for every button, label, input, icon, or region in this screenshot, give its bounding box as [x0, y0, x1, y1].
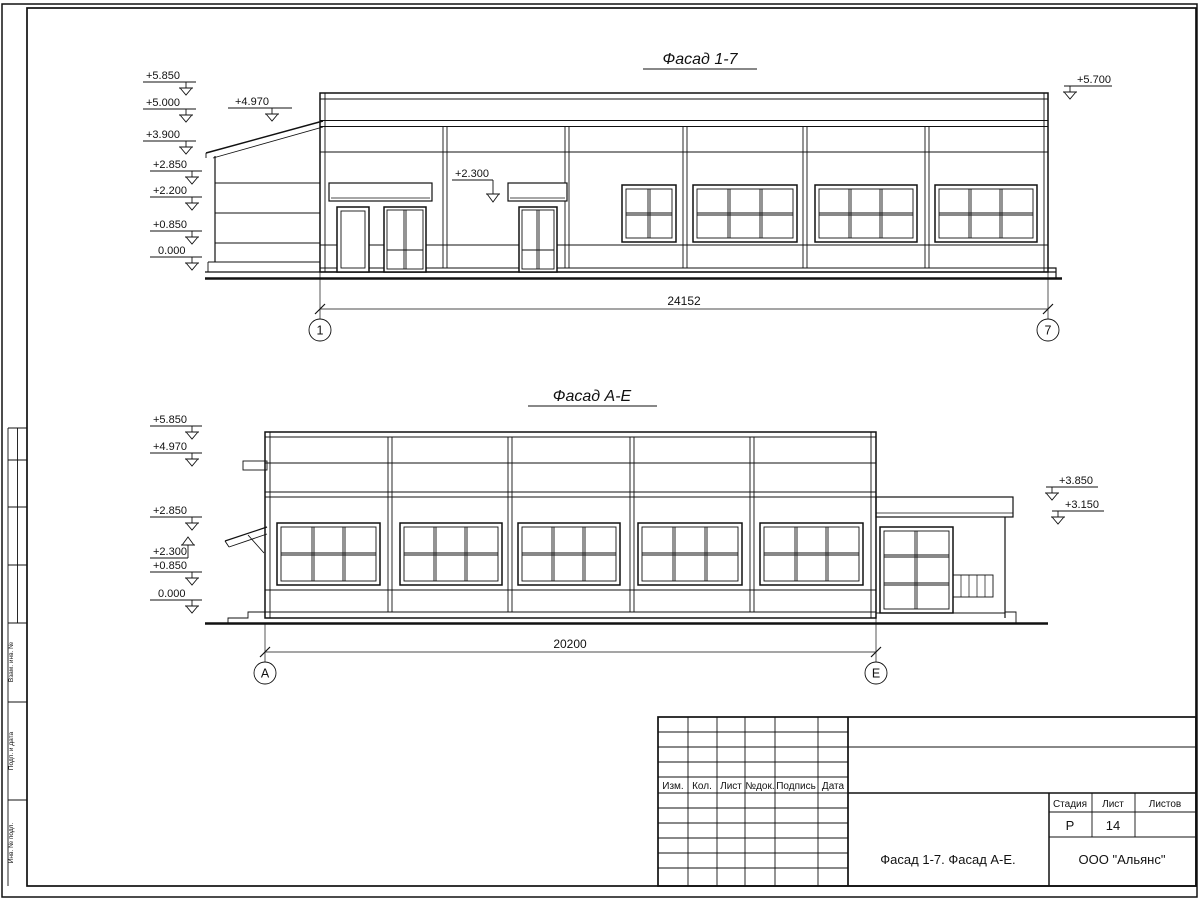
- window-band-4: [935, 185, 1037, 242]
- stage-value: Р: [1065, 818, 1075, 833]
- margin-label-vzam: Взам. инв. №: [8, 641, 15, 683]
- elevation-mark: [150, 219, 202, 244]
- svg-text:0.000: 0.000: [158, 245, 186, 257]
- elevation-mark: [150, 588, 202, 613]
- svg-text:+3.150: +3.150: [1065, 499, 1099, 511]
- svg-text:7: 7: [1044, 323, 1052, 338]
- elevation-mark: [143, 129, 196, 154]
- col-list: Лист: [720, 781, 742, 792]
- grid-bubble-7: [1037, 319, 1059, 341]
- title-block-right: [848, 747, 1196, 886]
- col-izm: Изм.: [662, 781, 684, 792]
- svg-text:+5.000: +5.000: [146, 97, 180, 109]
- svg-text:+0.850: +0.850: [153, 219, 187, 231]
- facade-a-e-title: Фасад А-Е: [552, 388, 632, 405]
- svg-text:1: 1: [316, 323, 324, 338]
- facade-1-7-title: Фасад 1-7: [662, 51, 738, 68]
- entrance-steps: [228, 612, 266, 623]
- facade-a-e-drawing: [150, 388, 1104, 684]
- col-podpis: Подпись: [776, 781, 816, 792]
- entrance-door-1: [337, 207, 369, 272]
- col-kol: Кол.: [692, 781, 712, 792]
- grid-bubble-e: [865, 662, 887, 684]
- svg-text:+2.200: +2.200: [153, 185, 187, 197]
- window-band-5: [760, 523, 863, 585]
- sheet-value: 14: [1105, 818, 1121, 833]
- elevation-mark: [228, 96, 292, 121]
- entrance-door-3: [519, 207, 557, 272]
- elevation-mark: [143, 70, 196, 95]
- annex: [876, 497, 1016, 623]
- margin-column: [8, 428, 27, 886]
- sheet-label: Лист: [1102, 799, 1124, 810]
- sheets-label: Листов: [1148, 799, 1182, 810]
- window-band-2: [400, 523, 502, 585]
- title-block: [658, 717, 1196, 886]
- window-band-4: [638, 523, 742, 585]
- svg-text:+4.970: +4.970: [153, 441, 187, 453]
- annex-window: [880, 527, 953, 613]
- window-band-2: [693, 185, 797, 242]
- elevation-mark: [150, 245, 202, 270]
- entrance-door-2: [384, 207, 426, 272]
- svg-text:20200: 20200: [553, 637, 587, 651]
- svg-text:+2.850: +2.850: [153, 159, 187, 171]
- company-name: ООО "Альянс": [1078, 852, 1166, 867]
- svg-text:Е: Е: [871, 666, 881, 681]
- elevation-mark: [150, 414, 202, 439]
- grid-bubble-a: [254, 662, 276, 684]
- svg-text:+0.850: +0.850: [153, 560, 187, 572]
- window-band-3: [518, 523, 620, 585]
- svg-text:+2.300: +2.300: [153, 546, 187, 558]
- svg-text:+5.700: +5.700: [1077, 74, 1111, 86]
- svg-text:А: А: [260, 666, 270, 681]
- svg-text:+2.300: +2.300: [455, 168, 489, 180]
- svg-text:+3.900: +3.900: [146, 129, 180, 141]
- elevation-mark: [452, 168, 500, 202]
- elevation-mark: [1051, 499, 1104, 524]
- grid-bubble-1: [309, 319, 331, 341]
- elevation-mark: [150, 441, 202, 466]
- svg-text:0.000: 0.000: [158, 588, 186, 600]
- door-lintel-bands: [329, 183, 567, 201]
- elevation-mark: [1045, 475, 1098, 500]
- elevation-mark: [150, 159, 202, 184]
- doc-title: Фасад 1-7. Фасад А-Е.: [880, 852, 1016, 867]
- margin-label-inv: Инв. № подл.: [8, 822, 15, 864]
- svg-text:+4.970: +4.970: [235, 96, 269, 108]
- elevation-mark: [1063, 74, 1112, 99]
- revision-table: [658, 717, 848, 886]
- canopy-wing: [206, 121, 323, 272]
- elevation-mark: [150, 505, 202, 530]
- col-ndok: №док.: [745, 781, 775, 792]
- elevation-mark: [143, 97, 196, 122]
- svg-text:+3.850: +3.850: [1059, 475, 1093, 487]
- elevation-mark: [150, 537, 195, 558]
- svg-text:+2.850: +2.850: [153, 505, 187, 517]
- facade-1-7-drawing: [143, 51, 1112, 341]
- svg-text:+5.850: +5.850: [146, 70, 180, 82]
- window-band-1: [277, 523, 380, 585]
- svg-text:24152: 24152: [667, 294, 701, 308]
- elevation-mark: [150, 560, 202, 585]
- stage-label: Стадия: [1052, 799, 1088, 810]
- awning: [225, 461, 267, 553]
- svg-text:+5.850: +5.850: [153, 414, 187, 426]
- margin-label-podp: Подп. и дата: [8, 731, 15, 771]
- window-band-3: [815, 185, 917, 242]
- window-band-1: [622, 185, 676, 242]
- annex-grille: [953, 575, 993, 597]
- elevation-mark: [150, 185, 202, 210]
- col-data: Дата: [821, 781, 845, 792]
